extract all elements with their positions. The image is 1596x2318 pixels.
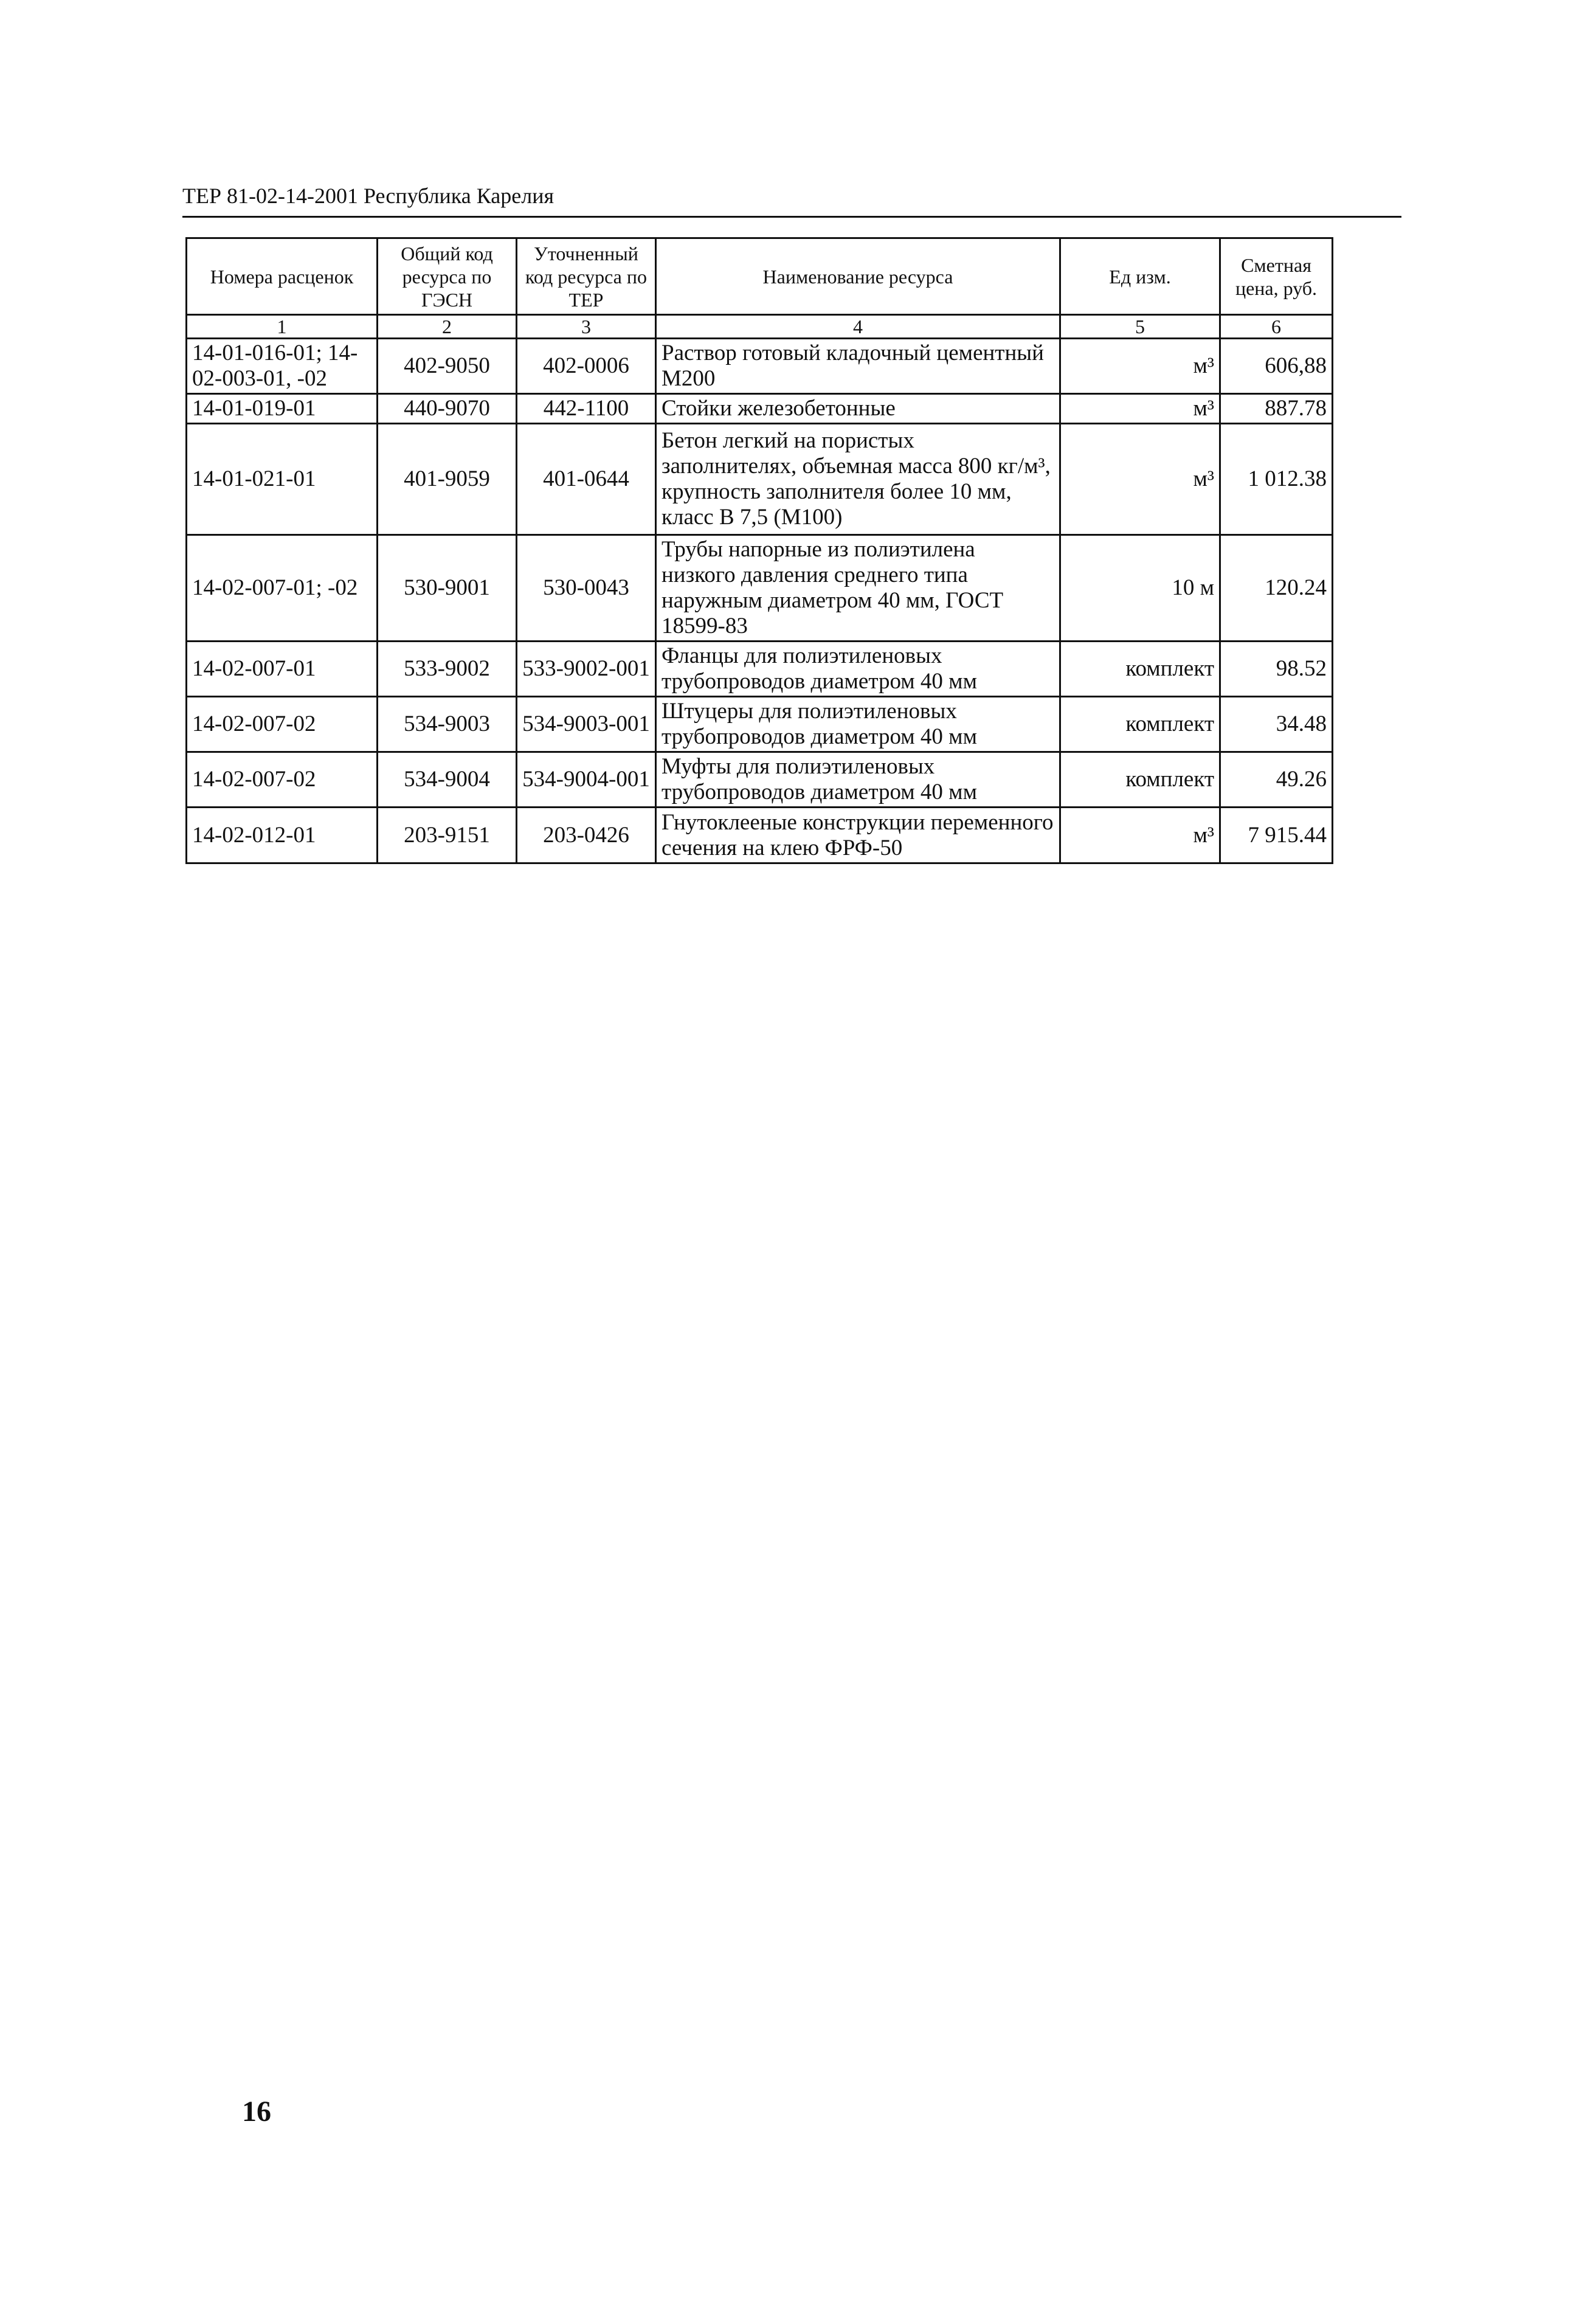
price-cell: 1 012.38 <box>1220 424 1333 535</box>
column-number: 6 <box>1220 315 1333 339</box>
rate-numbers-cell: 14-02-012-01 <box>187 808 378 863</box>
unit-cell: комплект <box>1060 752 1220 808</box>
column-number: 3 <box>517 315 656 339</box>
table-row <box>187 697 1333 752</box>
unit-cell: м³ <box>1060 339 1220 394</box>
gesn-code-cell: 533-9002 <box>378 642 517 697</box>
table-row <box>187 339 1333 394</box>
column-number: 5 <box>1060 315 1220 339</box>
table-row <box>187 752 1333 808</box>
rate-numbers-cell: 14-02-007-01; -02 <box>187 535 378 642</box>
price-cell: 34.48 <box>1220 697 1333 752</box>
gesn-code-cell: 534-9004 <box>378 752 517 808</box>
price-cell: 120.24 <box>1220 535 1333 642</box>
gesn-code-cell: 440-9070 <box>378 394 517 424</box>
column-number: 1 <box>187 315 378 339</box>
gesn-code-cell: 203-9151 <box>378 808 517 863</box>
gesn-code-cell: 401-9059 <box>378 424 517 535</box>
rate-numbers-cell: 14-02-007-02 <box>187 752 378 808</box>
resource-name-cell: Раствор готовый кладочный цементный М200 <box>656 339 1060 394</box>
column-header-resource-name: Наименование ресурса <box>656 238 1060 315</box>
table-row <box>187 642 1333 697</box>
ter-code-cell: 530-0043 <box>517 535 656 642</box>
rate-numbers-cell: 14-01-021-01 <box>187 424 378 535</box>
ter-code-cell: 401-0644 <box>517 424 656 535</box>
unit-cell: 10 м <box>1060 535 1220 642</box>
table-header-row <box>187 238 1333 315</box>
column-header-rate-numbers: Номера расценок <box>187 238 378 315</box>
price-cell: 7 915.44 <box>1220 808 1333 863</box>
column-number: 2 <box>378 315 517 339</box>
unit-cell: комплект <box>1060 697 1220 752</box>
resource-table <box>185 237 1333 864</box>
gesn-code-cell: 530-9001 <box>378 535 517 642</box>
price-cell: 49.26 <box>1220 752 1333 808</box>
rate-numbers-cell: 14-02-007-01 <box>187 642 378 697</box>
table-row <box>187 394 1333 424</box>
resource-name-cell: Фланцы для полиэтиленовых трубопроводов диаметром 40 мм <box>656 642 1060 697</box>
document-header: ТЕР 81-02-14-2001 Республика Карелия <box>182 184 554 208</box>
ter-code-cell: 533-9002-001 <box>517 642 656 697</box>
resource-name-cell: Трубы напорные из полиэтилена низкого давления среднего типа наружным диаметром 40 мм, ГОСТ 18599-83 <box>656 535 1060 642</box>
resource-name-cell: Муфты для полиэтиленовых трубопроводов диаметром 40 мм <box>656 752 1060 808</box>
unit-cell: комплект <box>1060 642 1220 697</box>
column-header-ter-code: Уточненный код ресурса по ТЕР <box>517 238 656 315</box>
resource-name-cell: Штуцеры для полиэтиленовых трубопроводов диаметром 40 мм <box>656 697 1060 752</box>
resource-name-cell: Гнутоклееные конструкции переменного сечения на клею ФРФ-50 <box>656 808 1060 863</box>
resource-name-cell: Стойки железобетонные <box>656 394 1060 424</box>
gesn-code-cell: 402-9050 <box>378 339 517 394</box>
column-header-price: Сметная цена, руб. <box>1220 238 1333 315</box>
rate-numbers-cell: 14-02-007-02 <box>187 697 378 752</box>
rate-numbers-cell: 14-01-019-01 <box>187 394 378 424</box>
unit-cell: м³ <box>1060 808 1220 863</box>
column-number: 4 <box>656 315 1060 339</box>
page-number: 16 <box>242 2095 271 2128</box>
table-row <box>187 424 1333 535</box>
table-row <box>187 808 1333 863</box>
column-header-unit: Ед изм. <box>1060 238 1220 315</box>
ter-code-cell: 402-0006 <box>517 339 656 394</box>
price-cell: 606,88 <box>1220 339 1333 394</box>
ter-code-cell: 442-1100 <box>517 394 656 424</box>
unit-cell: м³ <box>1060 424 1220 535</box>
ter-code-cell: 534-9003-001 <box>517 697 656 752</box>
column-header-gesn-code: Общий код ресурса по ГЭСН <box>378 238 517 315</box>
ter-code-cell: 534-9004-001 <box>517 752 656 808</box>
ter-code-cell: 203-0426 <box>517 808 656 863</box>
rate-numbers-cell: 14-01-016-01; 14-02-003-01, -02 <box>187 339 378 394</box>
price-cell: 98.52 <box>1220 642 1333 697</box>
table-row <box>187 535 1333 642</box>
unit-cell: м³ <box>1060 394 1220 424</box>
resource-name-cell: Бетон легкий на пористых заполнителях, объемная масса 800 кг/м³, крупность заполнителя более 10 мм, класс В 7,5 (М100) <box>656 424 1060 535</box>
column-number-row <box>187 315 1333 339</box>
gesn-code-cell: 534-9003 <box>378 697 517 752</box>
price-cell: 887.78 <box>1220 394 1333 424</box>
header-rule <box>182 216 1401 218</box>
